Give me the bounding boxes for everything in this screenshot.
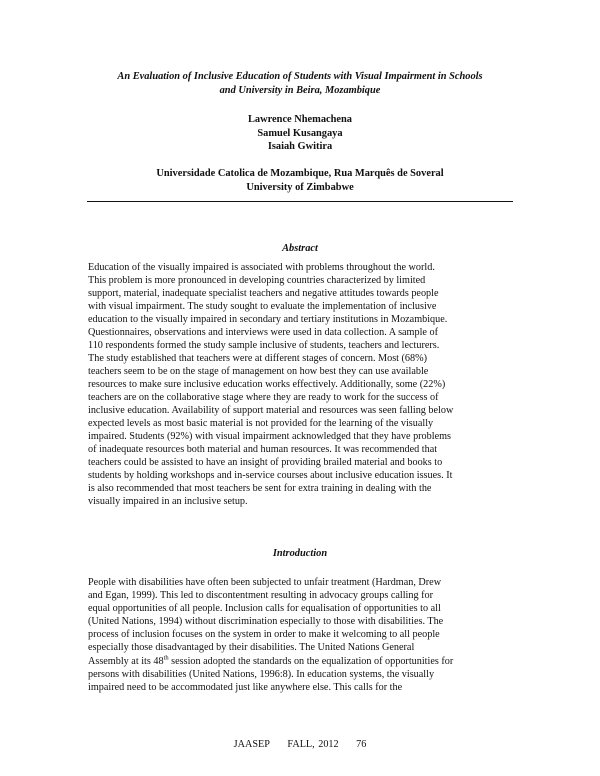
abstract-line: of inadequate resources both material and human resources. It was recommended that [88, 444, 438, 455]
author-list [60, 113, 540, 154]
abstract-heading: Abstract [282, 243, 318, 254]
journal-issue: FALL, 2012 [287, 739, 339, 750]
introduction-line [88, 655, 514, 668]
abstract-line: students by holding workshops and in-service courses about inclusive education issues. It [88, 470, 453, 481]
abstract-line: with visual impairment. The study sought to evaluate the implementation of inclusive [88, 301, 437, 312]
introduction-line: especially those disadvantaged by their disabilities. The United Nations General [88, 642, 415, 654]
paper-title [60, 70, 540, 98]
abstract-line: This problem is more pronounced in developing countries characterized by limited [88, 275, 426, 286]
title-line-1: An Evaluation of Inclusive Education of Students with Visual Impairment in Schools [117, 71, 483, 82]
introduction-line: equal opportunities of all people. Inclusion calls for equalisation of opportunities to all [88, 603, 441, 615]
introduction-line: and Egan, 1999). This led to discontentment resulting in advocacy groups calling for [88, 590, 433, 602]
abstract-line: Education of the visually impaired is associated with problems throughout the world. [88, 262, 435, 273]
abstract-line: is also recommended that most teachers be sent for extra training in dealing with the [88, 483, 432, 494]
abstract-line: teachers are on the collaborative stage where they are ready to work for the success of [88, 392, 439, 403]
introduction-line: People with disabilities have often been subjected to unfair treatment (Hardman, Drew [88, 577, 442, 588]
introduction-text: session adopted the standards on the equalization of opportunities for [168, 655, 454, 667]
affiliation: Universidade Catolica de Mozambique, Rua Marquês de Soveral [156, 168, 444, 179]
abstract-line: The study established that teachers were at different stages of concern. Most (68%) [88, 353, 427, 364]
introduction-heading: Introduction [272, 548, 328, 559]
author-name: Samuel Kusangaya [257, 127, 343, 139]
author-name: Lawrence Nhemachena [248, 114, 352, 125]
abstract-line: inclusive education. Availability of support material and resources was seen falling below [88, 405, 454, 416]
introduction-body [88, 576, 514, 694]
introduction-line: process of inclusion focuses on the system in order to make it welcoming to all people [88, 629, 440, 641]
introduction-line: (United Nations, 1994) without discrimination especially to those with disabilities. The [88, 616, 444, 628]
introduction-line: impaired need to be accommodated just like anywhere else. This calls for the [88, 681, 403, 693]
journal-name: JAASEP [233, 739, 270, 750]
abstract-line: visually impaired in an inclusive setup. [88, 496, 248, 507]
introduction-text: Assembly at its 48 [88, 655, 164, 667]
author-name: Isaiah Gwitira [267, 141, 333, 152]
abstract-line: 110 respondents formed the study sample inclusive of students, teachers and lecturers. [88, 340, 440, 351]
affiliation: University of Zimbabwe [246, 181, 354, 193]
page-number: 76 [356, 739, 367, 750]
abstract-line: expected levels as most basic material is not provided for the learning of the visually [88, 418, 434, 429]
header-divider [87, 201, 513, 202]
page-footer [88, 738, 512, 751]
ordinal-superscript: th [163, 654, 169, 662]
abstract-line: resources to make sure inclusive education works effectively. Additionally, some (22%) [88, 379, 446, 390]
abstract-body [88, 261, 514, 508]
abstract-line: Questionnaires, observations and interviews were used in data collection. A sample of [88, 327, 438, 338]
abstract-line: education to the visually impaired in secondary and tertiary institutions in Mozambique. [88, 314, 448, 325]
abstract-line: impaired. Students (92%) with visual impairment acknowledged that they have problems [88, 431, 451, 442]
affiliation-list [60, 167, 540, 194]
title-line-2: and University in Beira, Mozambique [219, 85, 381, 96]
abstract-line: teachers seem to be on the stage of management on how best they can use available [88, 366, 429, 377]
introduction-line: persons with disabilities (United Nations, 1996:8). In education systems, the visually [88, 668, 435, 680]
abstract-line: teachers could be assisted to have an insight of providing brailed material and books to [88, 457, 443, 468]
abstract-line: support, material, inadequate specialist teachers and negative attitudes towards people [88, 288, 439, 299]
